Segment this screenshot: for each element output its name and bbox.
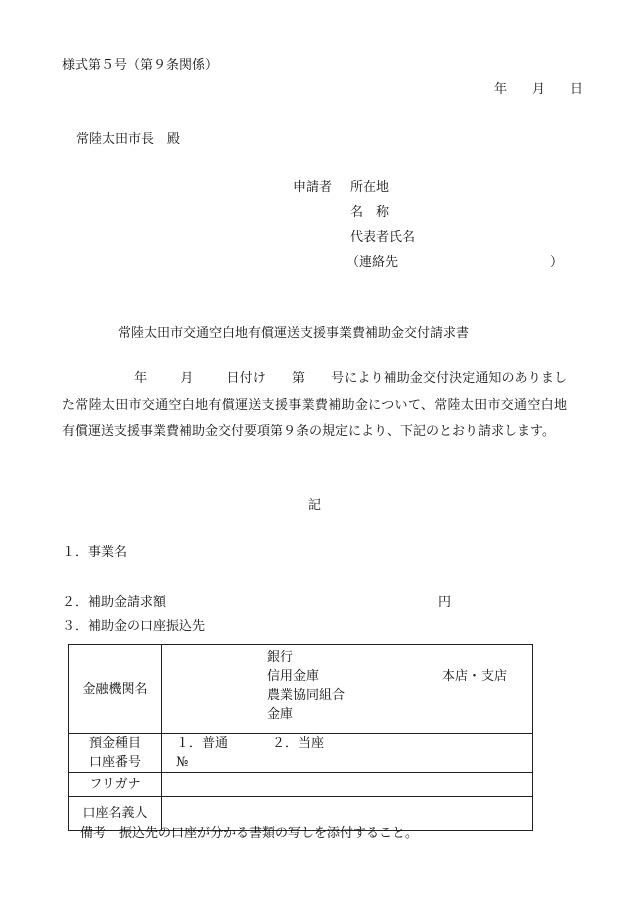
account-number-label: 口座番号 [88,755,141,770]
applicant-name: 名 称 [350,205,390,220]
account-type-cell [162,734,533,773]
applicant-representative: 代表者氏名 [350,230,416,245]
bank-type-shinkin: 信用金庫 [267,669,320,684]
table-row [69,645,533,734]
item-bank-account: ３．補助金の口座振込先 [62,619,206,634]
body-no: 第 [291,371,306,386]
bank-type-kinko: 金庫 [267,707,294,722]
account-type-labels [69,734,162,773]
table-row [69,734,533,773]
item-business-name: １．事業名 [62,545,128,560]
body-text: 号により補助金交付決定通知のありました常陸太田市交通空白地有償運送支援事業費補助金について、常陸太田市交通空白地有償運送支援事業費補助金交付要項第９条の規定により、下記のとおり請求します。 [62,371,567,439]
institution-cell [162,645,533,734]
item-claim-amount: ２．補助金請求額 [62,595,167,610]
account-number-mark: № [176,755,189,770]
applicant-contact-open: （連絡先 [346,255,399,270]
type-current: ２．当座 [272,736,325,751]
bank-account-table [68,644,533,831]
bank-type-bank: 銀行 [267,650,294,665]
branch-type: 本店・支店 [442,669,508,684]
furigana-label: フリガナ [69,773,162,797]
ki-heading: 記 [308,498,322,513]
applicant-contact-close: ） [550,255,564,270]
request-paragraph [62,366,567,446]
account-type-label: 預金種目 [88,736,141,751]
holder-label: 口座名義人 [69,797,162,831]
applicant-address: 所在地 [350,180,390,195]
bank-type-list [267,648,345,724]
body-day: 日付け [226,371,266,386]
item-claim-unit: 円 [438,595,452,610]
addressee: 常陸太田市長 殿 [76,132,181,147]
date-line: 年 月 日 [494,82,590,97]
body-year: 年 [134,371,148,386]
type-ordinary: １．普通 [176,736,229,751]
furigana-cell [162,773,533,797]
note: 備考 振込先の口座が分かる書類の写しを添付すること。 [80,826,419,841]
body-month: 月 [180,371,194,386]
document-title: 常陸太田市交通空白地有償運送支援事業費補助金交付請求書 [118,326,470,341]
table-row [69,773,533,797]
institution-label: 金融機関名 [69,645,162,734]
form-number: 様式第５号（第９条関係） [62,58,219,73]
applicant-label: 申請者 [293,180,333,195]
bank-type-nokyo: 農業協同組合 [267,688,346,703]
